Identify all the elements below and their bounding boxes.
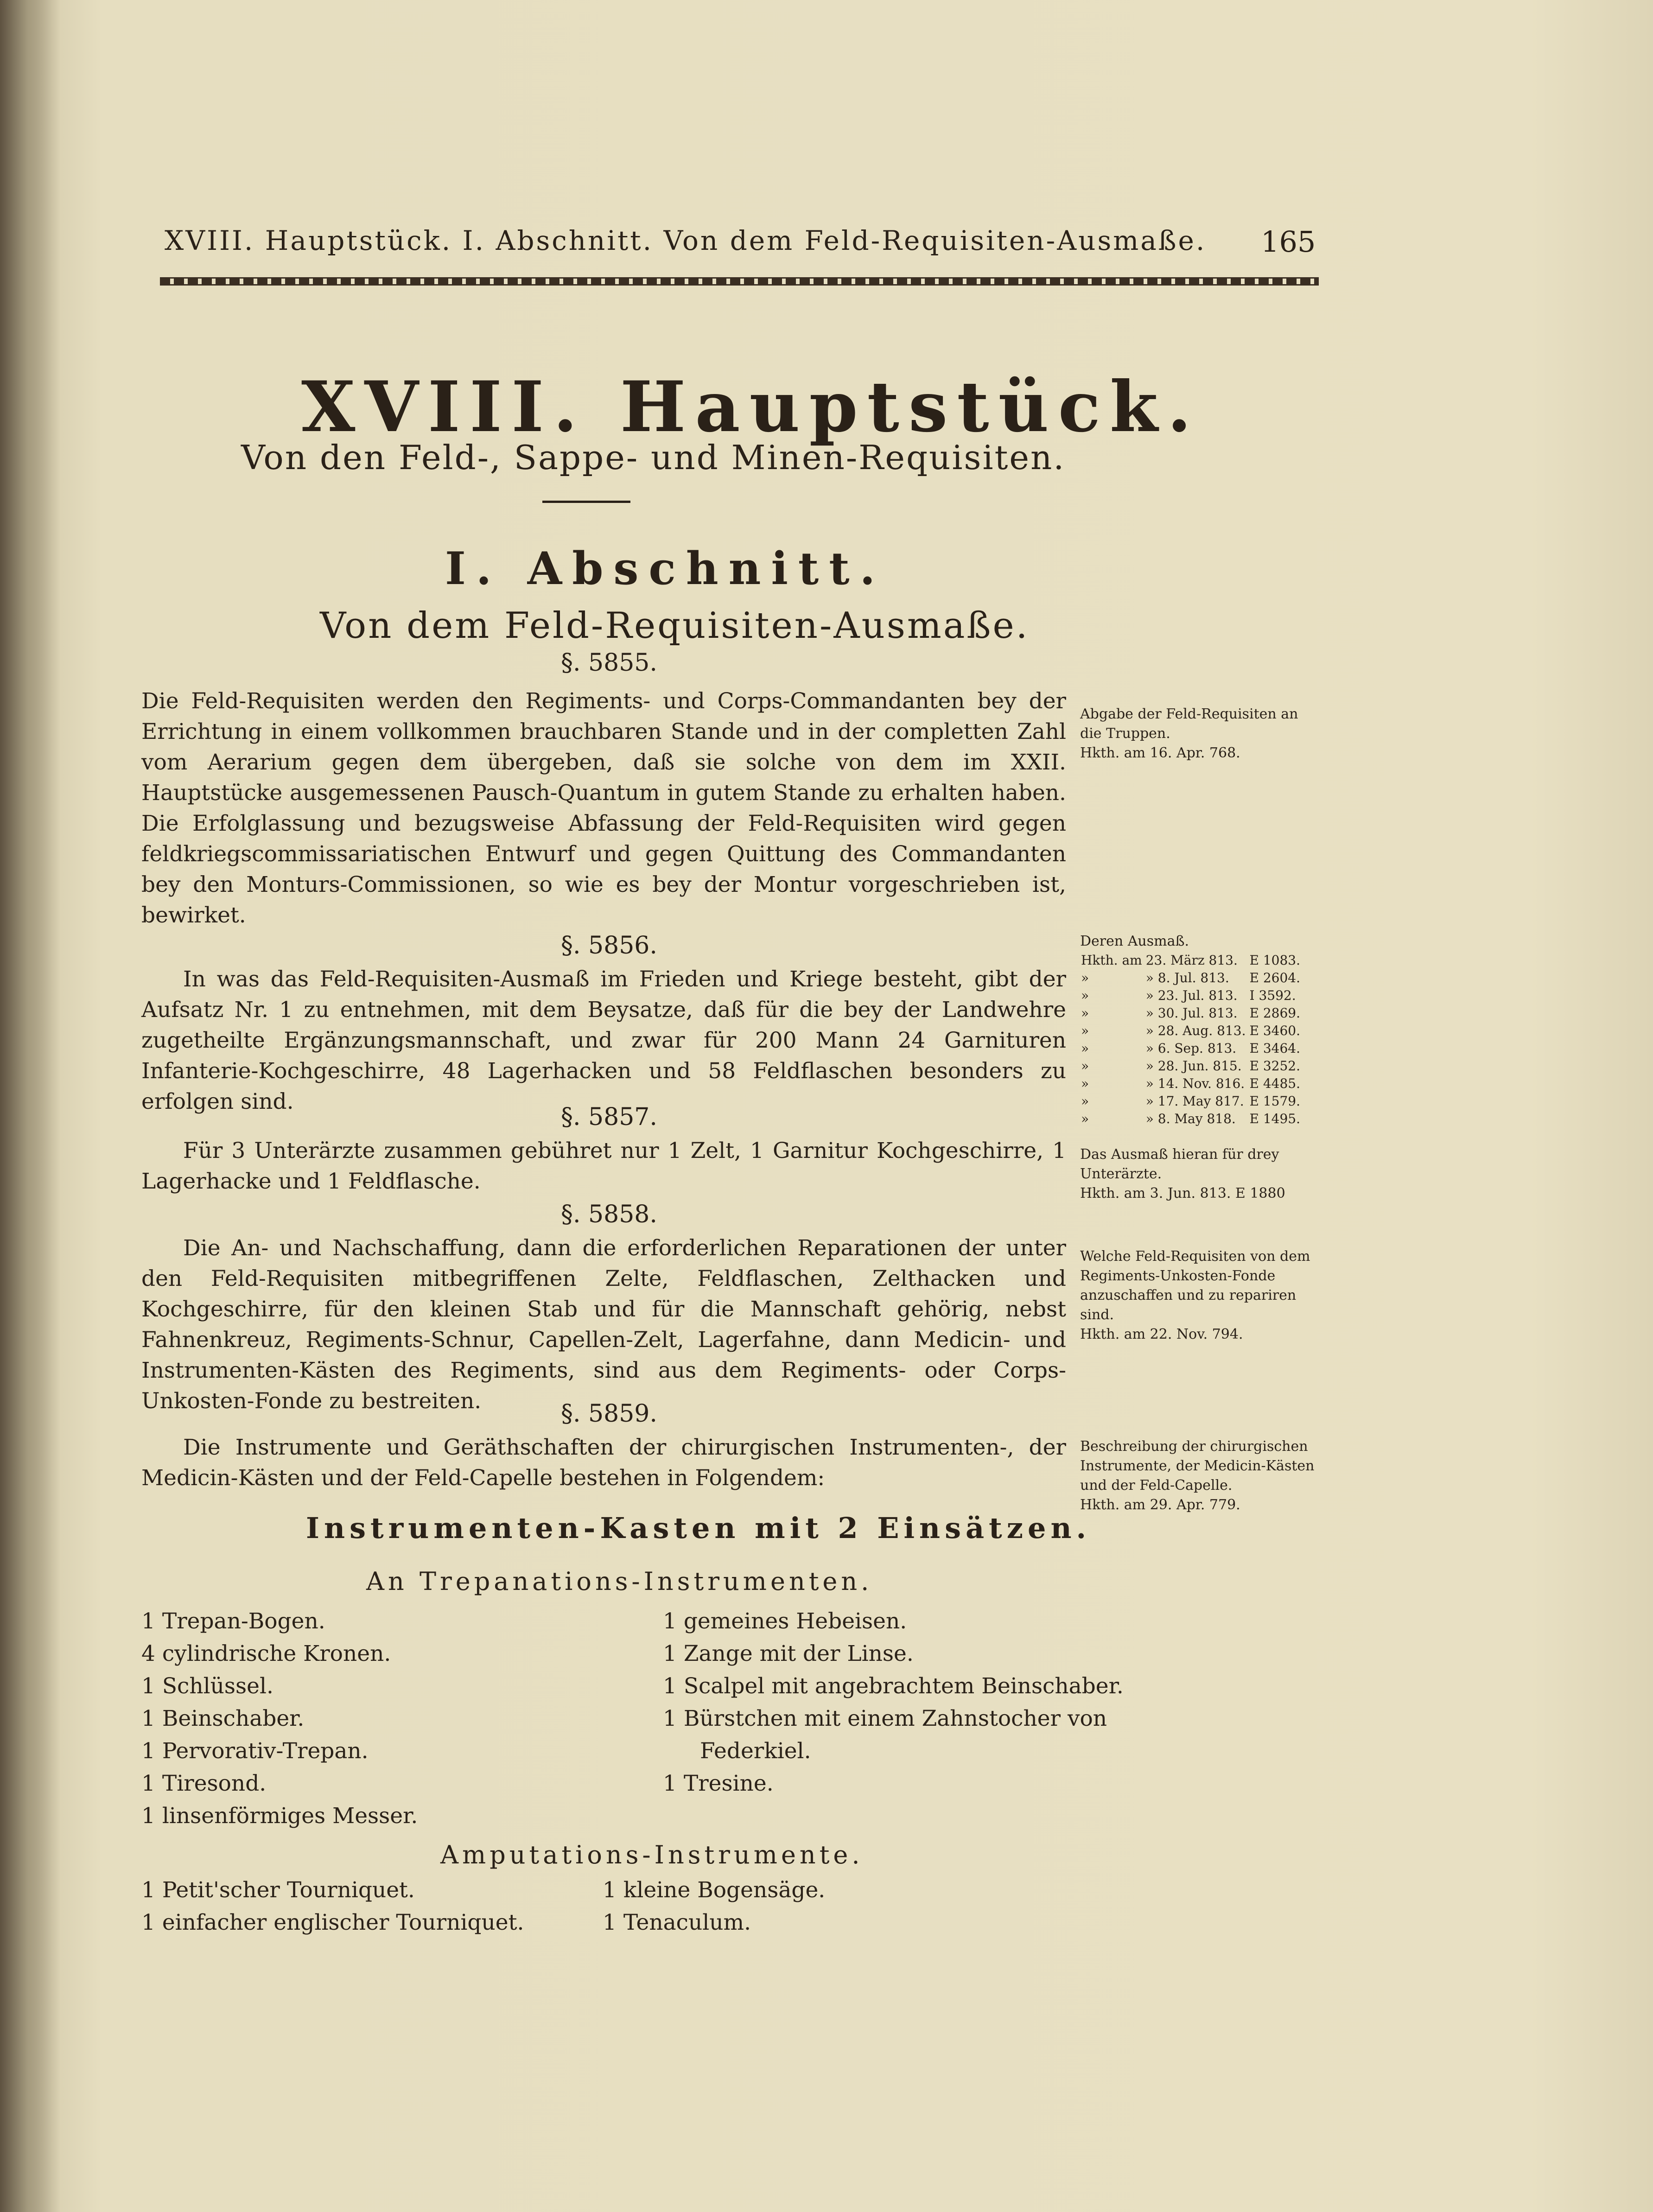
paragraph-symbol: §. 5857. bbox=[561, 1103, 657, 1131]
ref-row bbox=[1081, 1023, 1303, 1039]
ref-cell: E 4485. bbox=[1249, 1076, 1301, 1091]
ref-row bbox=[1081, 1075, 1303, 1092]
paragraph-text: Für 3 Unterärzte zusammen gebühret nur 1 Zelt, 1 Garnitur Kochgeschirre, 1 Lagerhacke und 1 Feldflasche. bbox=[141, 1138, 1066, 1194]
header-rule bbox=[160, 277, 1319, 286]
list-item: 1 Pervorativ-Trepan. bbox=[141, 1738, 369, 1764]
ref-cell: » bbox=[1081, 970, 1089, 985]
ref-cell: E 2604. bbox=[1249, 970, 1301, 985]
ref-row bbox=[1081, 1005, 1303, 1022]
ref-cell: » 6. Sep. 813. bbox=[1145, 1041, 1237, 1056]
ref-cell: » bbox=[1081, 1093, 1089, 1109]
list-item: 4 cylindrische Kronen. bbox=[141, 1641, 391, 1666]
instrument-box-title: Instrumenten-Kasten mit 2 Einsätzen. bbox=[306, 1511, 1091, 1545]
paragraph-text: Die Instrumente und Geräthschaften der chirurgischen Instrumenten-, der Medicin-Kästen und der Feld-Capelle bestehen in Folgendem: bbox=[141, 1435, 1066, 1491]
margin-note-text: Welche Feld-Requisiten von dem Regiments-Unkosten-Fonde anzuschaffen und zu repariren sind. bbox=[1080, 1248, 1310, 1323]
ref-cell: E 2869. bbox=[1249, 1005, 1301, 1021]
list-item: 1 Scalpel mit angebrachtem Beinschaber. bbox=[663, 1673, 1124, 1699]
margin-note bbox=[1080, 1437, 1321, 1515]
ref-row bbox=[1081, 1111, 1303, 1127]
subtitle-rule bbox=[542, 501, 630, 503]
ref-row bbox=[1081, 970, 1303, 986]
margin-note bbox=[1080, 1145, 1321, 1203]
list-item: 1 einfacher englischer Tourniquet. bbox=[141, 1910, 524, 1935]
paragraph-symbol: §. 5858. bbox=[561, 1201, 657, 1228]
margin-note bbox=[1080, 705, 1321, 763]
ref-cell: E 1579. bbox=[1249, 1093, 1301, 1109]
ref-row bbox=[1081, 1040, 1303, 1057]
ref-cell: » bbox=[1081, 1023, 1089, 1038]
ref-cell: » 23. Jul. 813. bbox=[1145, 988, 1238, 1003]
list-item: 1 gemeines Hebeisen. bbox=[663, 1608, 907, 1634]
margin-note-text: Deren Ausmaß. bbox=[1080, 933, 1189, 949]
ref-cell: » bbox=[1081, 988, 1089, 1003]
ref-cell: E 3252. bbox=[1249, 1058, 1301, 1074]
book-gutter bbox=[0, 0, 60, 2212]
ref-cell: 23. März 813. bbox=[1145, 953, 1238, 968]
ref-cell: » 28. Jun. 815. bbox=[1145, 1058, 1242, 1074]
ref-cell: » bbox=[1081, 1076, 1089, 1091]
ref-cell: » bbox=[1081, 1005, 1089, 1021]
margin-note-text: Beschreibung der chirurgischen Instrumente, der Medicin-Kästen und der Feld-Capelle. bbox=[1080, 1438, 1315, 1494]
list-item: 1 Tenaculum. bbox=[603, 1910, 751, 1935]
amputation-heading: Amputations-Instrumente. bbox=[440, 1840, 864, 1869]
margin-note-ref: Hkth. am 16. Apr. 768. bbox=[1080, 745, 1240, 761]
chapter-subtitle: Von den Feld-, Sappe- und Minen-Requisiten. bbox=[241, 438, 1066, 477]
ref-cell: » 30. Jul. 813. bbox=[1145, 1005, 1238, 1021]
list-item: 1 linsenförmiges Messer. bbox=[141, 1803, 418, 1829]
list-item: 1 Trepan-Bogen. bbox=[141, 1608, 325, 1634]
chapter-title: XVIII. Hauptstück. bbox=[301, 366, 1201, 448]
ref-cell: E 1083. bbox=[1249, 953, 1301, 968]
section-number: I. Abschnitt. bbox=[445, 542, 886, 595]
list-item: 1 Petit'scher Tourniquet. bbox=[141, 1877, 415, 1903]
page-number: 165 bbox=[1261, 225, 1316, 259]
ref-cell: » bbox=[1081, 1111, 1089, 1126]
ref-row bbox=[1081, 1058, 1303, 1074]
ref-cell: » 8. May 818. bbox=[1145, 1111, 1236, 1126]
running-header: XVIII. Hauptstück. I. Abschnitt. Von dem Feld-Requisiten-Ausmaße. bbox=[165, 225, 1207, 256]
paragraph-text: Die An- und Nachschaffung, dann die erforderlichen Reparationen der unter den Feld-Requisiten mitbegriffenen Zelte, Feldflaschen, Zelthacken und Kochgeschirre, für den kleinen Stab und für die Mannschaft gehörig, nebst Fahnenkreuz, Regiments-Schnur, Capellen-Zelt, Lagerfahne, dann Medicin- und Instrumenten-Kästen des Regiments, sind aus dem Regiments- oder Corps-Unkosten-Fonde zu bestreiten. bbox=[141, 1235, 1066, 1414]
list-item: 1 Tresine. bbox=[663, 1771, 774, 1796]
ref-cell: I 3592. bbox=[1249, 988, 1296, 1003]
list-item: 1 Beinschaber. bbox=[141, 1706, 305, 1731]
list-item: 1 Tiresond. bbox=[141, 1771, 267, 1796]
margin-note-refs bbox=[1080, 951, 1304, 1128]
ref-cell: » 14. Nov. 816. bbox=[1145, 1076, 1245, 1091]
margin-note bbox=[1080, 1247, 1321, 1344]
ref-cell: Hkth. am bbox=[1081, 953, 1142, 968]
section-title: Von dem Feld-Requisiten-Ausmaße. bbox=[320, 605, 1030, 647]
margin-note-text: Das Ausmaß hieran für drey Unterärzte. bbox=[1080, 1146, 1279, 1182]
ref-cell: E 1495. bbox=[1249, 1111, 1301, 1126]
ref-cell: E 3460. bbox=[1249, 1023, 1301, 1038]
margin-note-text: Abgabe der Feld-Requisiten an die Truppen. bbox=[1080, 706, 1298, 742]
paragraph-symbol: §. 5856. bbox=[561, 932, 657, 960]
list-item: 1 kleine Bogensäge. bbox=[603, 1877, 826, 1903]
ref-cell: » 17. May 817. bbox=[1145, 1093, 1244, 1109]
ref-cell: E 3464. bbox=[1249, 1041, 1301, 1056]
trepanation-heading: An Trepanations-Instrumenten. bbox=[366, 1567, 873, 1596]
list-item: Federkiel. bbox=[700, 1738, 811, 1764]
margin-note-ref: Hkth. am 29. Apr. 779. bbox=[1080, 1497, 1240, 1513]
ref-cell: » 8. Jul. 813. bbox=[1145, 970, 1229, 985]
ref-cell: » 28. Aug. 813. bbox=[1145, 1023, 1246, 1038]
margin-note bbox=[1080, 932, 1321, 1128]
margin-note-ref: Hkth. am 22. Nov. 794. bbox=[1080, 1326, 1243, 1342]
list-item: 1 Zange mit der Linse. bbox=[663, 1641, 914, 1666]
list-item: 1 Bürstchen mit einem Zahnstocher von bbox=[663, 1706, 1107, 1731]
ref-cell: » bbox=[1081, 1041, 1089, 1056]
paragraph-symbol: §. 5855. bbox=[561, 649, 657, 677]
ref-row bbox=[1081, 1093, 1303, 1110]
margin-note-ref: Hkth. am 3. Jun. 813. E 1880 bbox=[1080, 1185, 1285, 1201]
paragraph-text: In was das Feld-Requisiten-Ausmaß im Frieden und Kriege besteht, gibt der Aufsatz Nr. 1 zu entnehmen, mit dem Beysatze, daß für die bey der Landwehre zugetheilte Ergänzungsmannschaft, und zwar für 200 Mann 24 Garnituren Infanterie-Kochgeschirre, 48 Lagerhacken und 58 Feldflaschen besonders zu erfolgen sind. bbox=[141, 966, 1066, 1114]
paragraph-text: Die Feld-Requisiten werden den Regiments- und Corps-Commandanten bey der Errichtung in einem vollkommen brauchbaren Stande und in der completten Zahl vom Aerarium gegen dem übergeben, daß sie solche von dem im XXII. Hauptstücke ausgemessenen Pausch-Quantum in gutem Stande zu erhalten haben. Die Erfolglassung und bezugsweise Abfassung der Feld-Requisiten wird gegen feldkriegscommissariatischen Entwurf und gegen Quittung des Commandanten bey den Monturs-Commissionen, so wie es bey der Montur vorgeschrieben ist, bewirket. bbox=[141, 688, 1066, 928]
ref-row bbox=[1081, 952, 1303, 969]
ref-cell: » bbox=[1081, 1058, 1089, 1074]
paragraph-symbol: §. 5859. bbox=[561, 1400, 657, 1428]
ref-row bbox=[1081, 987, 1303, 1004]
list-item: 1 Schlüssel. bbox=[141, 1673, 273, 1699]
